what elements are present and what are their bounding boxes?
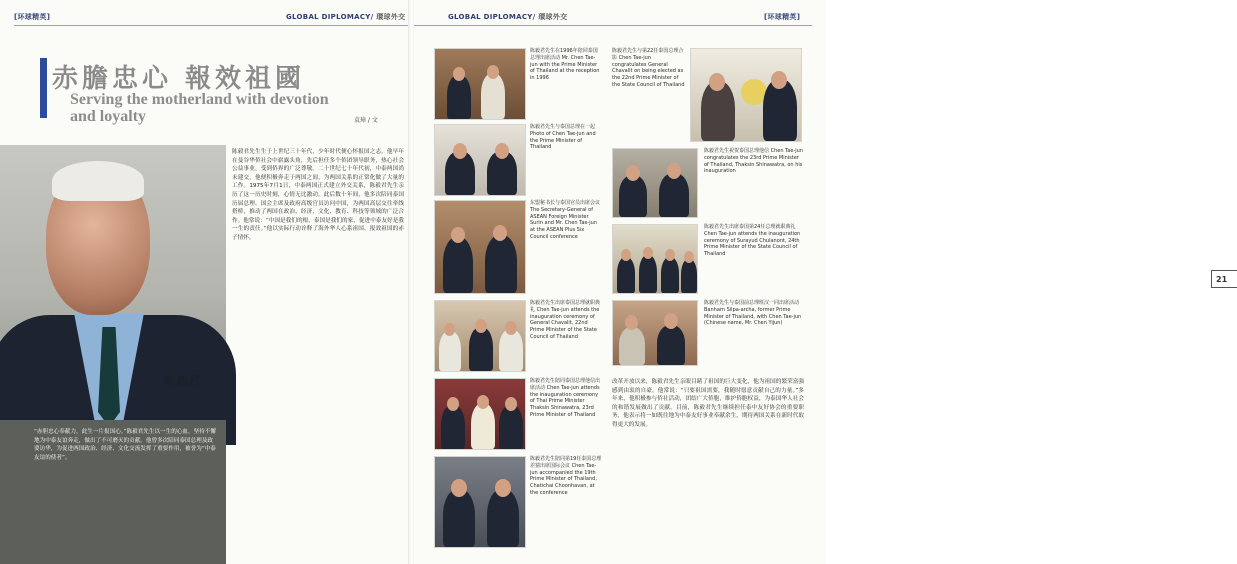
running-head-zh: 環球外交 bbox=[538, 13, 568, 21]
photo-1-caption: 陈毅君先生在1996年陪同泰国总理出席活动 Mr. Chen Tae-jun with the Prime Minister of Thailand at the reception in 1996 bbox=[530, 48, 600, 82]
running-head-left: [环球精英] bbox=[14, 13, 51, 21]
article-title-zh: 赤膽忠心 報效祖國 bbox=[52, 64, 306, 94]
photo-7 bbox=[690, 48, 802, 142]
photo-4-caption: 陈毅君先生出席泰国总理就职典礼 Chen Tae-jun attends the inauguration ceremony of General Chavalit, 22nd Prime Minister of the State Council of Thailand bbox=[530, 300, 601, 340]
page-number: 21 bbox=[1216, 275, 1228, 284]
pull-quote: “赤胆忠心奉献力，此生一片报国心。”陈毅君先生以一生的心血，坚持不懈地为中泰友谊奔走，做出了不可磨灭的贡献。他曾多次陪同泰国总理及政要访华，为促进两国政治、经济、文化交流发挥了重要作用，被誉为“中泰友谊的使者”。 bbox=[0, 420, 226, 564]
photo-9 bbox=[612, 224, 698, 294]
photo-1 bbox=[434, 48, 526, 120]
body-text-column-1: 陈毅君先生生于上世纪三十年代，少年时代便心怀报国之志。他早年在曼谷华侨社会中崭露头角，先后担任多个侨团领导职务，热心社会公益事业，受到侨界的广泛尊敬。二十世纪七十年代初，中泰两国尚未建交，他便积极奔走于两国之间，为两国关系的正常化做了大量的工作。1975年7月1日，中泰两国正式建立外交关系，陈毅君先生亲历了这一历史时刻，心情无比激动。此后数十年间，他多次陪同泰国历届总理、国会主席及政府高级官员访问中国，为两国高层交往牵线搭桥，推动了两国在政治、经济、文化、教育、科技等领域的广泛合作。他常说：“中国是我们的根，泰国是我们的家，促进中泰友好是我一生的责任。”他以实际行动诠释了海外华人心系祖国、报效祖国的赤子情怀。 bbox=[232, 149, 404, 241]
photo-8-caption: 陈毅君先生祝贺泰国总理他信 Chen Tae-jun congratulates the 23rd Prime Minister of Thailand, Thaksin Shinawatra, on his inauguration bbox=[704, 148, 803, 175]
running-head-left-center: GLOBAL DIPLOMACY/ 環球外交 bbox=[286, 13, 406, 21]
article-title-en: Serving the motherland with devotion and loyalty bbox=[70, 91, 329, 125]
header-rule bbox=[414, 25, 812, 26]
photo-2 bbox=[434, 124, 526, 196]
photo-8 bbox=[612, 148, 698, 218]
photo-3-caption: 东盟秘书长与泰国官员出席会议 The Secretary-General of ASEAN Foreign Minister Surin and Mr. Chen Tae-jun at the ASEAN Plus Six Council conference bbox=[530, 200, 601, 240]
photo-10-caption: 陈毅君先生与泰国前总理班汉一同出席活动 Banharn Silpa-archa, former Prime Minister of Thailand, with Chen Tae-jun (Chinese name, Mr. Chen Yijun) bbox=[704, 300, 802, 327]
photo-10 bbox=[612, 300, 698, 366]
photo-4 bbox=[434, 300, 526, 372]
body-text-column-3: 改革开放以来，陈毅君先生亲眼目睹了祖国的巨大变化，他为祖国的繁荣富强感到由衷的自豪。他常说：“只要祖国需要，我随时愿意贡献自己的力量。”多年来，他积极参与侨社活动，团结广大侨胞，维护侨胞权益，为泰国华人社会的和谐发展做出了贡献。目前，陈毅君先生继续担任泰中友好协会的重要职务，他表示将一如既往地为中泰友好事业奉献余生，期待两国关系在新时代取得更大的发展。 bbox=[612, 379, 804, 428]
left-page bbox=[0, 0, 410, 564]
byline: 袁璋 / 文 bbox=[354, 117, 378, 124]
running-head-en: GLOBAL DIPLOMACY bbox=[448, 13, 533, 21]
photo-5 bbox=[434, 378, 526, 450]
photo-7-caption: 陈毅君先生与第22任泰国总理合影 Chen Tae-jun congratulates General Chavalit on being elected as the 22nd Prime Minister of the State Council of Thailand bbox=[612, 48, 685, 88]
header-rule bbox=[14, 25, 410, 26]
running-head-right-center: GLOBAL DIPLOMACY/ 環球外交 bbox=[448, 13, 568, 21]
signature: 陈毅君 bbox=[164, 374, 201, 388]
photo-6 bbox=[434, 456, 526, 548]
running-head-en: GLOBAL DIPLOMACY bbox=[286, 13, 371, 21]
title-accent-bar bbox=[40, 58, 47, 118]
photo-3 bbox=[434, 200, 526, 294]
running-head-zh: 環球外交 bbox=[376, 13, 406, 21]
right-page bbox=[414, 0, 1228, 564]
photo-2-caption: 陈毅君先生与泰国总理在一起 Photo of Chen Tae-jun and the Prime Minister of Thailand bbox=[530, 124, 596, 151]
photo-5-caption: 陈毅君先生陪同泰国总理他信出席活动 Chen Tae-jun attends the inauguration ceremony of Thai Prime Minister Thaksin Shinawatra, 23rd Prime Minister of Thailand bbox=[530, 378, 601, 418]
running-head-right: [环球精英] bbox=[764, 13, 801, 21]
photo-6-caption: 陈毅君先生陪同第19任泰国总理差猜出席国际会议 Chen Tae-jun accompanied the 19th Prime Minister of Thailand, Chatichai Choonhavan, at the conference bbox=[530, 456, 602, 496]
photo-9-caption: 陈毅君先生出席泰国第24任总理就职典礼 Chen Tae-jun attends the inauguration ceremony of Surayud Chulanont, 24th Prime Minister of the State Council of Thailand bbox=[704, 224, 801, 258]
